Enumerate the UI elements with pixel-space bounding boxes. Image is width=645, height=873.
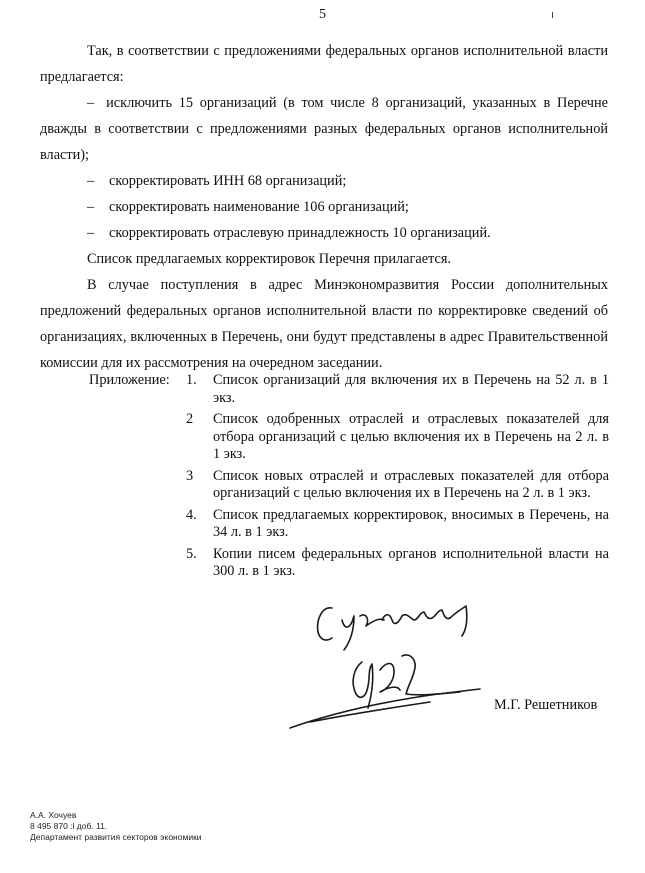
attachment-item (186, 372, 609, 407)
bullet-dash: – (87, 199, 95, 215)
bullet-dash: – (87, 173, 95, 189)
attachments-list (186, 372, 609, 585)
bullet-item (40, 90, 608, 168)
attachment-item (186, 468, 609, 503)
handwritten-signature (270, 590, 500, 740)
attachment-text: Список организаций для включения их в Перечень на 52 л. в 1 экз. (213, 372, 609, 406)
bullet-item (40, 168, 608, 194)
attachment-item (186, 411, 609, 464)
bullet-dash: – (87, 225, 95, 241)
letter-body (40, 38, 608, 376)
attachment-item (186, 507, 609, 542)
bullet-text: скорректировать наименование 106 организаций; (109, 199, 409, 215)
attachment-number: 4. (186, 506, 197, 523)
bullet-dash: – (87, 95, 95, 111)
attachment-text: Список одобренных отраслей и отраслевых показателей для отбора организаций с целью включения их в Перечень на 2 л. в 1 экз. (213, 411, 609, 462)
bullet-item (40, 194, 608, 220)
attachment-text: Список новых отраслей и отраслевых показателей для отбора организаций с целью включения их в Перечень на 2 л. в 1 экз. (213, 467, 609, 501)
footer-phone: 8 495 870 :l доб. 11. (30, 821, 108, 831)
attachment-text: Копии писем федеральных органов исполнительной власти на 300 л. в 1 экз. (213, 545, 609, 579)
attachment-number: 2 (186, 411, 194, 427)
footer-department: Департамент развития секторов экономики (30, 832, 202, 842)
closing-paragraph: В случае поступления в адрес Минэкономразвития России дополнительных предложений федеральных органов исполнительной власти по корректировке сведений об организациях, включенных в Перечень, они будут представлены в адрес Правительственной комиссии для их рассмотрения на очередном заседании. (40, 277, 608, 371)
intro-paragraph: Так, в соответствии с предложениями федеральных органов исполнительной власти предлагается: (40, 43, 608, 85)
attachment-text: Список предлагаемых корректировок, вносимых в Перечень, на 34 л. в 1 экз. (213, 506, 609, 540)
attachment-number: 5. (186, 545, 197, 562)
bullet-text: скорректировать ИНН 68 организаций; (109, 173, 347, 189)
page-number: 5 (319, 7, 326, 22)
signer-name: М.Г. Решетников (494, 697, 598, 713)
bullet-text: исключить 15 организаций (в том числе 8 организаций, указанных в Перечне дважды в соответствии с предложениями разных федеральных органов исполнительной власти); (40, 95, 608, 163)
bullet-text: скорректировать отраслевую принадлежность 10 организаций. (109, 225, 491, 241)
footer-contacts (30, 810, 202, 843)
attachment-number: 1. (186, 372, 197, 388)
attachment-item (186, 546, 609, 581)
list-note-paragraph: Список предлагаемых корректировок Перечня прилагается. (87, 251, 451, 267)
footer-author: А.А. Хочуев (30, 810, 77, 820)
scan-mark (552, 12, 553, 18)
attachments-label: Приложение: (89, 372, 170, 388)
attachment-number: 3 (186, 467, 194, 484)
bullet-item (40, 220, 608, 246)
